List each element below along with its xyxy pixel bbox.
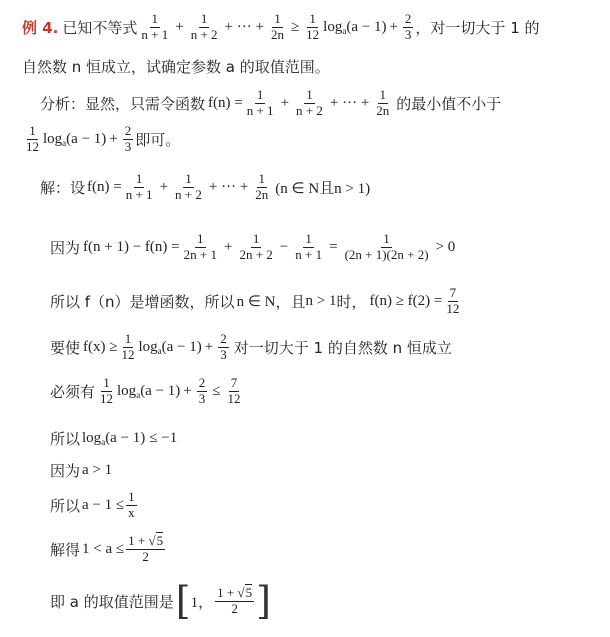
fraction: $\frac{1}{n + 1}$ (246, 87, 274, 118)
solution-line-8: 所以 a − 1 ≤ $\frac{1}{x}$ (50, 489, 135, 520)
solution-line-1: 解：设 f(n) = $\frac{1}{n + 1}$ + $\frac{1}{n + 2}$ + ··· + $\frac{1}{2n}$ (n ∈ N且n > 1) (40, 171, 371, 202)
log-expression: $\log_a(a - 1)$ (138, 338, 202, 356)
fraction: $\frac{1 + √5}{2}$ (217, 584, 253, 616)
fraction: $\frac{1}{n + 1}$ (125, 171, 153, 202)
analysis-text-1: 分析：显然，只需令函数 (40, 94, 206, 113)
fraction: $\frac{1}{n + 2}$ (296, 87, 323, 118)
fraction: $\frac{1}{2n + 2}$ (239, 231, 273, 262)
fraction: $\frac{1}{12}$ (100, 375, 114, 406)
log-expression: $\log_a(a - 1)$ (323, 18, 387, 36)
analysis-line-1: 分析：显然，只需令函数 f(n) = $\frac{1}{n + 1}$ + $\frac{1}{n + 2}$ + ··· + $\frac{1}{2n}$ 的最小值不小于 (40, 87, 502, 118)
right-bracket: ] (256, 579, 271, 623)
fraction: $\frac{1}{n + 1}$ (141, 11, 169, 42)
fraction: $\frac{2}{3}$ (404, 11, 412, 42)
fraction: $\frac{1}{(2n + 1)(2n + 2)}$ (344, 231, 429, 262)
problem-text-2: ，对一切大于 1 的 (415, 18, 540, 37)
fraction: $\frac{1}{x}$ (128, 489, 135, 520)
left-bracket: [ (175, 579, 191, 623)
solution-line-9: 解得 1 < a ≤ $\frac{1 + √5}{2}$ (50, 533, 164, 564)
log-expression: $\log_a(a - 1)$ (117, 382, 181, 400)
solution-line-2: 因为 f(n + 1) − f(n) = $\frac{1}{2n + 1}$ + $\frac{1}{2n + 2}$ − $\frac{1}{n + 1}$ = $\frac{1}{(2n + 1)(2n + 2)}$ > 0 (50, 231, 456, 262)
fraction: $\frac{1}{2n + 1}$ (183, 231, 217, 262)
solution-line-7: 因为 a > 1 (50, 462, 113, 480)
fraction: $\frac{1}{n + 2}$ (190, 11, 218, 42)
fraction: $\frac{1}{2n}$ (270, 11, 284, 42)
log-expression: $\log_a(a - 1)$ (82, 430, 146, 447)
fraction: $\frac{2}{3}$ (198, 375, 206, 406)
solution-line-10: 即 a 的取值范围是 [ 1， $\frac{1 + √5}{2}$ ] (50, 579, 271, 623)
example-label: 例 4. (22, 18, 59, 37)
fraction: $\frac{1}{n + 1}$ (295, 231, 323, 262)
fraction: $\frac{1}{2n}$ (255, 171, 269, 202)
fraction: $\frac{2}{3}$ (124, 123, 132, 154)
fraction: $\frac{1}{n + 2}$ (175, 171, 202, 202)
analysis-line-2: $\frac{1}{12}$ $\log_a(a - 1)$ + $\frac{2}{3}$ 即可。 (26, 123, 181, 154)
fraction: $\frac{1}{12}$ (121, 331, 135, 362)
log-expression: $\log_a(a - 1)$ (43, 130, 107, 148)
fraction: $\frac{1}{12}$ (26, 123, 39, 154)
fraction: $\frac{1}{12}$ (306, 11, 320, 42)
solution-line-4: 要使 f(x) ≥ $\frac{1}{12}$ $\log_a(a - 1)$ + $\frac{2}{3}$ 对一切大于 1 的自然数 n 恒成立 (50, 331, 452, 362)
fraction: $\frac{1}{2n}$ (376, 87, 390, 118)
fraction: $\frac{7}{12}$ (446, 285, 460, 316)
problem-text-3: 自然数 n 恒成立，试确定参数 a 的取值范围。 (22, 58, 330, 76)
problem-text-1: 已知不等式 (62, 18, 138, 37)
fraction: $\frac{7}{12}$ (227, 375, 241, 406)
problem-line-1: 例 4. 已知不等式 $\frac{1}{n + 1}$ + $\frac{1}{n + 2}$ + ··· + $\frac{1}{2n}$ ≥ $\frac{1}{12}$ $\log_a(a - 1)$ + $\frac{2}{3}$ ，对一切大于 1 的 (22, 11, 540, 42)
analysis-text-2: 的最小值不小于 (396, 94, 502, 113)
fraction: $\frac{1 + √5}{2}$ (128, 533, 164, 564)
analysis-text-3: 即可。 (135, 130, 181, 149)
solution-line-3: 所以 f（n）是增函数，所以 n ∈ N ，且 n > 1 时， f(n) ≥ f(2) = $\frac{7}{12}$ (50, 285, 460, 316)
problem-line-2 (22, 56, 330, 77)
solution-line-5: 必须有 $\frac{1}{12}$ $\log_a(a - 1)$ + $\frac{2}{3}$ ≤ $\frac{7}{12}$ (50, 375, 241, 406)
solution-line-6: 所以 $\log_a(a - 1)$ ≤ −1 (50, 430, 178, 448)
fraction: $\frac{2}{3}$ (220, 331, 227, 362)
